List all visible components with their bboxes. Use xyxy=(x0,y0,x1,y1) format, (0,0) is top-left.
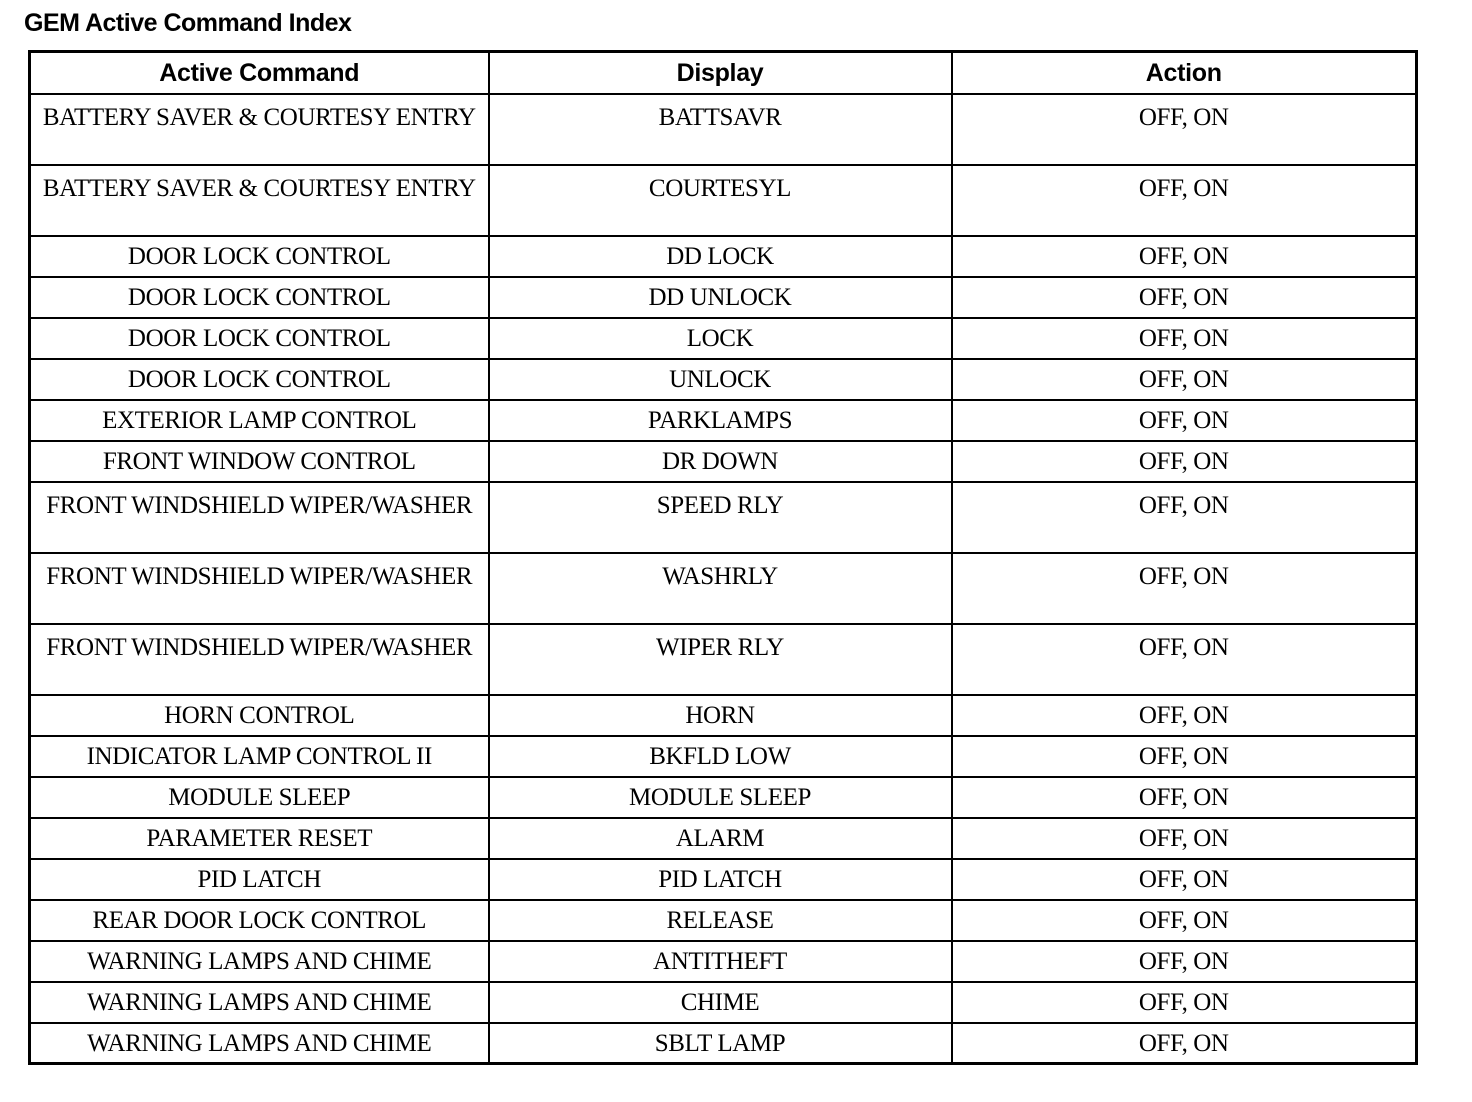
table-row xyxy=(30,236,1417,277)
display-cell: DD LOCK xyxy=(489,236,952,277)
table-row xyxy=(30,941,1417,982)
display-cell: COURTESYL xyxy=(489,165,952,236)
action-cell: OFF, ON xyxy=(952,165,1417,236)
action-cell: OFF, ON xyxy=(952,818,1417,859)
action-cell: OFF, ON xyxy=(952,441,1417,482)
active-command-cell: FRONT WINDOW CONTROL xyxy=(30,441,489,482)
column-header-active-command: Active Command xyxy=(30,52,489,94)
column-header-display: Display xyxy=(489,52,952,94)
display-cell: PARKLAMPS xyxy=(489,400,952,441)
table-row xyxy=(30,736,1417,777)
active-command-cell: BATTERY SAVER & COURTESY ENTRY xyxy=(30,94,489,165)
action-cell: OFF, ON xyxy=(952,624,1417,695)
active-command-cell: DOOR LOCK CONTROL xyxy=(30,277,489,318)
action-cell: OFF, ON xyxy=(952,277,1417,318)
display-cell: BATTSAVR xyxy=(489,94,952,165)
table-row xyxy=(30,818,1417,859)
column-header-action: Action xyxy=(952,52,1417,94)
action-cell: OFF, ON xyxy=(952,900,1417,941)
display-cell: BKFLD LOW xyxy=(489,736,952,777)
table-row xyxy=(30,441,1417,482)
table-header-row xyxy=(30,52,1417,94)
active-command-cell: BATTERY SAVER & COURTESY ENTRY xyxy=(30,165,489,236)
active-command-cell: EXTERIOR LAMP CONTROL xyxy=(30,400,489,441)
display-cell: MODULE SLEEP xyxy=(489,777,952,818)
table-row xyxy=(30,859,1417,900)
display-cell: LOCK xyxy=(489,318,952,359)
action-cell: OFF, ON xyxy=(952,941,1417,982)
active-command-cell: DOOR LOCK CONTROL xyxy=(30,318,489,359)
active-command-cell: DOOR LOCK CONTROL xyxy=(30,236,489,277)
table-row xyxy=(30,982,1417,1023)
display-cell: SBLT LAMP xyxy=(489,1023,952,1064)
table-row xyxy=(30,94,1417,165)
active-command-cell: REAR DOOR LOCK CONTROL xyxy=(30,900,489,941)
action-cell: OFF, ON xyxy=(952,695,1417,736)
action-cell: OFF, ON xyxy=(952,400,1417,441)
active-command-cell: FRONT WINDSHIELD WIPER/WASHER xyxy=(30,482,489,553)
command-index-table xyxy=(28,50,1418,1065)
display-cell: HORN xyxy=(489,695,952,736)
display-cell: DR DOWN xyxy=(489,441,952,482)
table-row xyxy=(30,277,1417,318)
table-body xyxy=(30,94,1417,1064)
action-cell: OFF, ON xyxy=(952,736,1417,777)
table-row xyxy=(30,482,1417,553)
active-command-cell: WARNING LAMPS AND CHIME xyxy=(30,1023,489,1064)
action-cell: OFF, ON xyxy=(952,982,1417,1023)
display-cell: WASHRLY xyxy=(489,553,952,624)
display-cell: DD UNLOCK xyxy=(489,277,952,318)
active-command-cell: FRONT WINDSHIELD WIPER/WASHER xyxy=(30,624,489,695)
action-cell: OFF, ON xyxy=(952,482,1417,553)
action-cell: OFF, ON xyxy=(952,1023,1417,1064)
action-cell: OFF, ON xyxy=(952,359,1417,400)
action-cell: OFF, ON xyxy=(952,553,1417,624)
table-row xyxy=(30,777,1417,818)
table-row xyxy=(30,359,1417,400)
table-row xyxy=(30,553,1417,624)
active-command-cell: WARNING LAMPS AND CHIME xyxy=(30,982,489,1023)
table-row xyxy=(30,165,1417,236)
display-cell: ALARM xyxy=(489,818,952,859)
table-row xyxy=(30,1023,1417,1064)
active-command-cell: MODULE SLEEP xyxy=(30,777,489,818)
active-command-cell: WARNING LAMPS AND CHIME xyxy=(30,941,489,982)
display-cell: SPEED RLY xyxy=(489,482,952,553)
action-cell: OFF, ON xyxy=(952,318,1417,359)
action-cell: OFF, ON xyxy=(952,859,1417,900)
page-title: GEM Active Command Index xyxy=(24,9,352,37)
table-row xyxy=(30,624,1417,695)
active-command-cell: HORN CONTROL xyxy=(30,695,489,736)
active-command-cell: PID LATCH xyxy=(30,859,489,900)
display-cell: WIPER RLY xyxy=(489,624,952,695)
active-command-cell: PARAMETER RESET xyxy=(30,818,489,859)
action-cell: OFF, ON xyxy=(952,777,1417,818)
table-row xyxy=(30,900,1417,941)
display-cell: ANTITHEFT xyxy=(489,941,952,982)
active-command-cell: DOOR LOCK CONTROL xyxy=(30,359,489,400)
display-cell: CHIME xyxy=(489,982,952,1023)
display-cell: UNLOCK xyxy=(489,359,952,400)
display-cell: RELEASE xyxy=(489,900,952,941)
active-command-cell: FRONT WINDSHIELD WIPER/WASHER xyxy=(30,553,489,624)
table-row xyxy=(30,318,1417,359)
active-command-cell: INDICATOR LAMP CONTROL II xyxy=(30,736,489,777)
table-row xyxy=(30,400,1417,441)
display-cell: PID LATCH xyxy=(489,859,952,900)
table-row xyxy=(30,695,1417,736)
action-cell: OFF, ON xyxy=(952,236,1417,277)
action-cell: OFF, ON xyxy=(952,94,1417,165)
